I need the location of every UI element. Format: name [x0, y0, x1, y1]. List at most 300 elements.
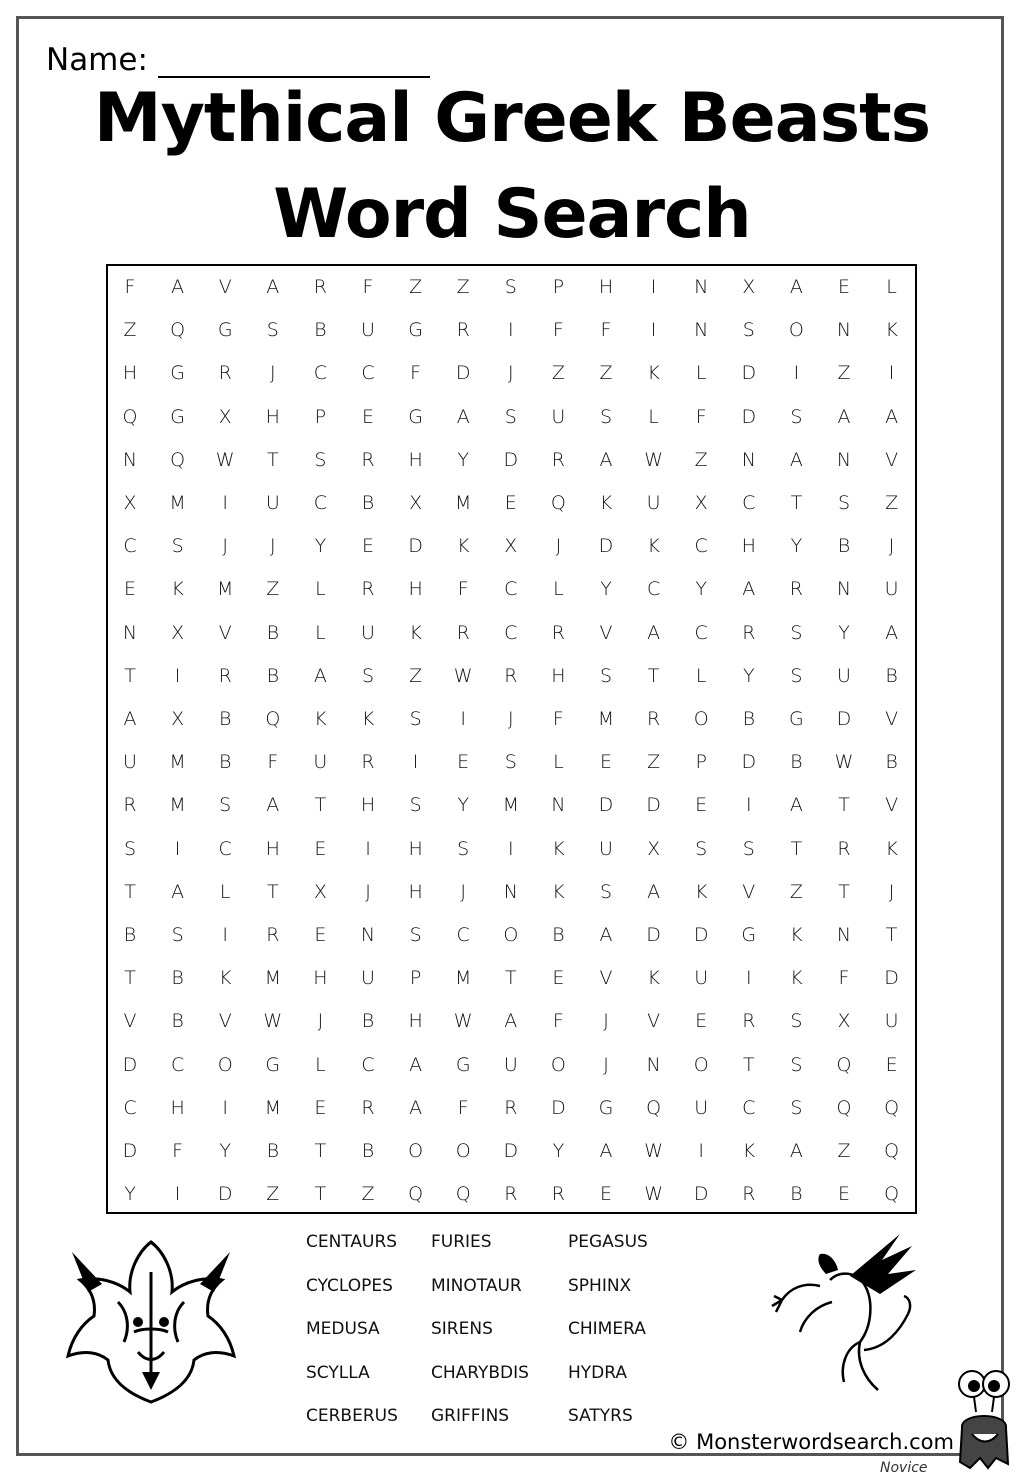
- grid-letter[interactable]: O: [503, 924, 519, 946]
- grid-letter[interactable]: F: [124, 276, 136, 298]
- grid-letter[interactable]: B: [742, 708, 756, 730]
- grid-letter[interactable]: G: [170, 405, 185, 428]
- grid-letter[interactable]: Y: [790, 535, 803, 558]
- grid-letter[interactable]: X: [694, 492, 708, 514]
- grid-letter[interactable]: L: [553, 578, 564, 601]
- grid-letter[interactable]: C: [313, 492, 328, 514]
- grid-letter[interactable]: I: [412, 751, 419, 774]
- grid-letter[interactable]: T: [124, 880, 136, 903]
- grid-letter[interactable]: C: [694, 621, 708, 644]
- grid-letter[interactable]: X: [409, 492, 423, 514]
- grid-letter[interactable]: D: [503, 448, 519, 471]
- grid-letter[interactable]: V: [123, 1010, 137, 1033]
- grid-letter[interactable]: A: [789, 276, 803, 298]
- grid-letter[interactable]: Z: [361, 1183, 375, 1206]
- grid-letter[interactable]: I: [174, 664, 181, 687]
- grid-letter[interactable]: J: [365, 880, 371, 903]
- grid-letter[interactable]: U: [313, 751, 328, 774]
- grid-letter[interactable]: O: [693, 708, 709, 730]
- grid-letter[interactable]: M: [169, 492, 186, 514]
- grid-letter[interactable]: J: [317, 1010, 324, 1033]
- grid-letter[interactable]: D: [122, 1140, 138, 1162]
- grid-letter[interactable]: H: [598, 276, 614, 298]
- grid-letter[interactable]: U: [361, 967, 375, 990]
- grid-letter[interactable]: I: [174, 1183, 181, 1206]
- grid-letter[interactable]: N: [360, 924, 376, 946]
- grid-letter[interactable]: P: [552, 276, 565, 298]
- grid-letter[interactable]: E: [552, 967, 565, 990]
- grid-letter[interactable]: E: [504, 492, 517, 514]
- grid-letter[interactable]: E: [695, 1010, 708, 1033]
- grid-letter[interactable]: L: [219, 880, 231, 903]
- grid-letter[interactable]: D: [551, 1096, 566, 1119]
- grid-letter[interactable]: W: [453, 1010, 473, 1033]
- grid-letter[interactable]: A: [885, 621, 899, 644]
- grid-letter[interactable]: C: [123, 535, 137, 558]
- grid-letter[interactable]: C: [218, 837, 232, 860]
- grid-letter[interactable]: T: [266, 880, 279, 903]
- grid-letter[interactable]: Q: [122, 405, 138, 428]
- grid-letter[interactable]: T: [647, 664, 660, 687]
- grid-letter[interactable]: D: [741, 405, 757, 428]
- grid-letter[interactable]: X: [504, 535, 518, 558]
- grid-letter[interactable]: S: [123, 837, 137, 860]
- grid-letter[interactable]: A: [789, 794, 803, 817]
- grid-letter[interactable]: A: [647, 880, 661, 903]
- grid-letter[interactable]: H: [265, 837, 280, 860]
- grid-letter[interactable]: R: [742, 1010, 756, 1033]
- grid-letter[interactable]: N: [836, 448, 852, 471]
- grid-letter[interactable]: Z: [409, 276, 423, 298]
- grid-letter[interactable]: N: [836, 319, 852, 342]
- grid-letter[interactable]: G: [741, 924, 757, 946]
- grid-letter[interactable]: S: [790, 621, 803, 644]
- grid-letter[interactable]: Y: [552, 1140, 565, 1162]
- grid-letter[interactable]: O: [788, 319, 804, 342]
- grid-letter[interactable]: M: [264, 967, 281, 990]
- grid-letter[interactable]: F: [267, 751, 279, 774]
- grid-letter[interactable]: Z: [647, 751, 661, 774]
- grid-letter[interactable]: X: [837, 1010, 851, 1033]
- grid-letter[interactable]: M: [264, 1096, 281, 1119]
- grid-letter[interactable]: O: [217, 1053, 233, 1076]
- grid-letter[interactable]: V: [742, 880, 756, 903]
- grid-letter[interactable]: R: [361, 578, 375, 601]
- grid-letter[interactable]: C: [361, 362, 375, 385]
- grid-letter[interactable]: A: [789, 448, 803, 471]
- grid-letter[interactable]: W: [644, 1183, 663, 1206]
- grid-letter[interactable]: G: [598, 1096, 614, 1119]
- grid-letter[interactable]: V: [218, 1010, 232, 1033]
- grid-letter[interactable]: I: [222, 492, 228, 514]
- grid-letter[interactable]: N: [836, 578, 852, 601]
- grid-letter[interactable]: Y: [314, 535, 327, 558]
- grid-letter[interactable]: G: [789, 708, 804, 730]
- grid-letter[interactable]: O: [693, 1053, 709, 1076]
- grid-letter[interactable]: K: [790, 924, 803, 946]
- grid-letter[interactable]: G: [408, 405, 423, 428]
- grid-letter[interactable]: R: [361, 1096, 375, 1119]
- grid-letter[interactable]: D: [455, 362, 471, 385]
- grid-letter[interactable]: T: [124, 664, 136, 687]
- grid-letter[interactable]: U: [361, 621, 375, 644]
- grid-letter[interactable]: S: [790, 1096, 803, 1119]
- grid-letter[interactable]: Y: [457, 794, 469, 817]
- grid-letter[interactable]: X: [123, 492, 137, 514]
- grid-letter[interactable]: F: [457, 1096, 469, 1119]
- grid-letter[interactable]: J: [507, 362, 514, 385]
- grid-letter[interactable]: A: [266, 794, 280, 817]
- grid-letter[interactable]: N: [694, 319, 709, 342]
- grid-letter[interactable]: R: [742, 1183, 756, 1206]
- grid-letter[interactable]: C: [170, 1053, 185, 1076]
- grid-letter[interactable]: S: [790, 1010, 803, 1033]
- grid-letter[interactable]: U: [503, 1053, 518, 1076]
- grid-letter[interactable]: R: [551, 1183, 565, 1206]
- grid-letter[interactable]: V: [885, 794, 899, 817]
- grid-letter[interactable]: I: [698, 1140, 704, 1162]
- grid-letter[interactable]: S: [790, 1053, 803, 1076]
- grid-letter[interactable]: N: [694, 276, 709, 298]
- grid-letter[interactable]: A: [599, 1140, 613, 1162]
- grid-letter[interactable]: F: [552, 319, 564, 342]
- grid-letter[interactable]: S: [742, 319, 755, 342]
- grid-letter[interactable]: J: [603, 1053, 609, 1076]
- grid-letter[interactable]: K: [647, 535, 660, 558]
- grid-letter[interactable]: B: [266, 1140, 280, 1162]
- grid-letter[interactable]: E: [695, 794, 708, 817]
- grid-letter[interactable]: Q: [408, 1183, 424, 1206]
- grid-letter[interactable]: Z: [409, 664, 423, 687]
- grid-letter[interactable]: P: [314, 405, 327, 428]
- grid-letter[interactable]: E: [599, 1183, 612, 1206]
- grid-letter[interactable]: R: [361, 448, 375, 471]
- grid-letter[interactable]: K: [314, 708, 327, 730]
- grid-letter[interactable]: Y: [457, 448, 469, 471]
- name-blank-line[interactable]: [158, 44, 430, 78]
- grid-letter[interactable]: K: [885, 319, 898, 342]
- grid-letter[interactable]: D: [598, 535, 614, 558]
- grid-letter[interactable]: G: [265, 1053, 281, 1076]
- grid-letter[interactable]: K: [361, 708, 375, 730]
- grid-letter[interactable]: J: [888, 880, 895, 903]
- grid-letter[interactable]: I: [460, 708, 466, 730]
- grid-letter[interactable]: X: [742, 276, 756, 298]
- grid-letter[interactable]: U: [361, 319, 375, 342]
- grid-letter[interactable]: K: [599, 492, 613, 514]
- grid-letter[interactable]: N: [836, 924, 852, 946]
- grid-letter[interactable]: I: [745, 794, 752, 817]
- grid-letter[interactable]: Z: [266, 1183, 280, 1206]
- grid-letter[interactable]: I: [507, 837, 514, 860]
- grid-letter[interactable]: Q: [455, 1183, 471, 1206]
- grid-letter[interactable]: L: [648, 405, 659, 428]
- grid-letter[interactable]: Y: [219, 1140, 231, 1162]
- grid-letter[interactable]: J: [888, 535, 895, 558]
- grid-letter[interactable]: M: [454, 492, 472, 514]
- grid-letter[interactable]: S: [742, 837, 755, 860]
- grid-letter[interactable]: X: [647, 837, 661, 860]
- grid-letter[interactable]: S: [361, 664, 375, 687]
- grid-letter[interactable]: E: [314, 1096, 327, 1119]
- grid-letter[interactable]: O: [550, 1053, 566, 1076]
- grid-letter[interactable]: H: [408, 448, 423, 471]
- grid-letter[interactable]: S: [314, 448, 327, 471]
- grid-letter[interactable]: K: [456, 535, 470, 558]
- grid-letter[interactable]: A: [409, 1053, 423, 1076]
- grid-letter[interactable]: E: [837, 276, 850, 298]
- grid-letter[interactable]: Z: [551, 362, 565, 385]
- grid-letter[interactable]: L: [695, 362, 707, 385]
- grid-letter[interactable]: I: [793, 362, 800, 385]
- grid-letter[interactable]: C: [742, 492, 756, 514]
- grid-letter[interactable]: Z: [885, 492, 899, 514]
- grid-letter[interactable]: U: [123, 751, 137, 774]
- grid-letter[interactable]: U: [694, 1096, 709, 1119]
- grid-letter[interactable]: Q: [170, 319, 186, 342]
- grid-letter[interactable]: W: [644, 1140, 663, 1162]
- grid-letter[interactable]: T: [266, 448, 279, 471]
- grid-letter[interactable]: H: [170, 1096, 185, 1119]
- grid-letter[interactable]: R: [646, 708, 661, 730]
- grid-letter[interactable]: H: [408, 578, 423, 601]
- grid-letter[interactable]: I: [745, 967, 752, 990]
- grid-letter[interactable]: R: [123, 794, 137, 817]
- grid-letter[interactable]: K: [171, 578, 184, 601]
- grid-letter[interactable]: R: [361, 751, 375, 774]
- grid-letter[interactable]: D: [693, 1183, 709, 1206]
- grid-letter[interactable]: C: [504, 621, 518, 644]
- grid-letter[interactable]: F: [552, 708, 564, 730]
- grid-letter[interactable]: I: [222, 924, 228, 946]
- grid-letter[interactable]: B: [361, 1010, 375, 1033]
- grid-letter[interactable]: Z: [456, 276, 470, 298]
- grid-letter[interactable]: T: [885, 924, 898, 946]
- grid-letter[interactable]: B: [790, 1183, 803, 1206]
- grid-letter[interactable]: Y: [600, 578, 612, 601]
- grid-letter[interactable]: U: [265, 492, 280, 514]
- grid-letter[interactable]: Z: [266, 578, 280, 601]
- grid-letter[interactable]: E: [314, 924, 327, 946]
- grid-letter[interactable]: R: [837, 837, 851, 860]
- grid-letter[interactable]: L: [695, 664, 707, 687]
- grid-letter[interactable]: A: [266, 276, 280, 298]
- grid-letter[interactable]: N: [503, 880, 518, 903]
- grid-letter[interactable]: A: [456, 405, 470, 428]
- grid-letter[interactable]: S: [504, 751, 517, 774]
- grid-letter[interactable]: K: [409, 621, 422, 644]
- grid-letter[interactable]: M: [502, 794, 519, 817]
- grid-letter[interactable]: R: [313, 276, 327, 298]
- grid-letter[interactable]: H: [741, 535, 756, 558]
- grid-letter[interactable]: I: [650, 276, 657, 298]
- grid-letter[interactable]: H: [360, 794, 376, 817]
- grid-letter[interactable]: D: [217, 1183, 233, 1206]
- grid-letter[interactable]: A: [313, 664, 327, 687]
- grid-letter[interactable]: B: [790, 751, 803, 774]
- grid-letter[interactable]: E: [314, 837, 327, 860]
- grid-letter[interactable]: M: [216, 578, 234, 601]
- grid-letter[interactable]: S: [409, 794, 422, 817]
- grid-letter[interactable]: K: [552, 880, 565, 903]
- grid-letter[interactable]: U: [884, 578, 899, 601]
- grid-letter[interactable]: G: [455, 1053, 471, 1076]
- grid-letter[interactable]: T: [314, 1140, 327, 1162]
- grid-letter[interactable]: V: [885, 448, 899, 471]
- grid-letter[interactable]: B: [123, 924, 137, 946]
- grid-letter[interactable]: S: [409, 924, 422, 946]
- grid-letter[interactable]: L: [315, 578, 326, 601]
- grid-letter[interactable]: B: [837, 535, 851, 558]
- grid-letter[interactable]: T: [838, 794, 850, 817]
- grid-letter[interactable]: N: [122, 448, 138, 471]
- grid-letter[interactable]: S: [695, 837, 708, 860]
- grid-letter[interactable]: K: [552, 837, 565, 860]
- grid-letter[interactable]: D: [646, 794, 661, 817]
- grid-letter[interactable]: I: [174, 837, 181, 860]
- grid-letter[interactable]: B: [552, 924, 565, 946]
- grid-letter[interactable]: V: [885, 708, 899, 730]
- grid-letter[interactable]: F: [457, 578, 469, 601]
- grid-letter[interactable]: R: [789, 578, 803, 601]
- grid-letter[interactable]: B: [218, 751, 232, 774]
- grid-letter[interactable]: K: [218, 967, 232, 990]
- grid-letter[interactable]: K: [647, 967, 660, 990]
- grid-letter[interactable]: R: [504, 664, 518, 687]
- grid-letter[interactable]: I: [507, 319, 514, 342]
- grid-letter[interactable]: B: [885, 664, 898, 687]
- grid-letter[interactable]: U: [884, 1010, 899, 1033]
- grid-letter[interactable]: J: [222, 535, 228, 558]
- grid-letter[interactable]: Z: [837, 362, 851, 385]
- grid-letter[interactable]: C: [361, 1053, 375, 1076]
- grid-letter[interactable]: Y: [124, 1183, 136, 1206]
- grid-letter[interactable]: B: [361, 492, 375, 514]
- grid-letter[interactable]: K: [647, 362, 660, 385]
- grid-letter[interactable]: H: [408, 1010, 423, 1033]
- grid-letter[interactable]: Z: [123, 319, 137, 342]
- grid-letter[interactable]: G: [408, 319, 423, 342]
- grid-letter[interactable]: J: [603, 1010, 609, 1033]
- grid-letter[interactable]: E: [123, 578, 136, 601]
- grid-letter[interactable]: W: [644, 448, 663, 471]
- grid-letter[interactable]: B: [885, 751, 898, 774]
- grid-letter[interactable]: S: [171, 535, 184, 558]
- grid-letter[interactable]: S: [599, 880, 613, 903]
- grid-letter[interactable]: M: [169, 751, 186, 774]
- grid-letter[interactable]: S: [599, 405, 613, 428]
- grid-letter[interactable]: M: [169, 794, 186, 817]
- grid-letter[interactable]: T: [314, 1183, 327, 1206]
- grid-letter[interactable]: A: [742, 578, 756, 601]
- grid-letter[interactable]: D: [122, 1053, 138, 1076]
- grid-letter[interactable]: U: [646, 492, 661, 514]
- grid-letter[interactable]: R: [218, 664, 232, 687]
- grid-letter[interactable]: I: [222, 1096, 228, 1119]
- grid-letter[interactable]: J: [555, 535, 562, 558]
- grid-letter[interactable]: T: [838, 880, 850, 903]
- grid-letter[interactable]: Z: [789, 880, 803, 903]
- grid-letter[interactable]: Q: [884, 1183, 900, 1206]
- grid-letter[interactable]: T: [504, 967, 517, 990]
- grid-letter[interactable]: N: [741, 448, 756, 471]
- grid-letter[interactable]: K: [790, 967, 803, 990]
- grid-letter[interactable]: A: [171, 276, 185, 298]
- grid-letter[interactable]: S: [790, 405, 803, 428]
- grid-letter[interactable]: A: [647, 621, 661, 644]
- grid-letter[interactable]: S: [457, 837, 470, 860]
- grid-letter[interactable]: W: [215, 448, 235, 471]
- grid-letter[interactable]: L: [553, 751, 564, 774]
- grid-letter[interactable]: F: [552, 1010, 564, 1033]
- grid-letter[interactable]: T: [790, 837, 803, 860]
- grid-letter[interactable]: A: [885, 405, 899, 428]
- grid-letter[interactable]: D: [741, 362, 757, 385]
- grid-letter[interactable]: G: [170, 362, 185, 385]
- grid-letter[interactable]: E: [361, 405, 374, 428]
- grid-letter[interactable]: L: [315, 621, 326, 644]
- grid-letter[interactable]: Q: [646, 1096, 662, 1119]
- grid-letter[interactable]: B: [361, 1140, 375, 1162]
- grid-letter[interactable]: B: [218, 708, 232, 730]
- grid-letter[interactable]: W: [263, 1010, 283, 1033]
- grid-letter[interactable]: Z: [599, 362, 613, 385]
- grid-letter[interactable]: I: [365, 837, 371, 860]
- grid-letter[interactable]: C: [694, 535, 708, 558]
- grid-letter[interactable]: W: [453, 664, 473, 687]
- grid-letter[interactable]: T: [124, 967, 136, 990]
- grid-letter[interactable]: T: [742, 1053, 755, 1076]
- grid-letter[interactable]: J: [460, 880, 466, 903]
- grid-letter[interactable]: M: [597, 708, 615, 730]
- grid-letter[interactable]: J: [269, 362, 276, 385]
- grid-letter[interactable]: B: [171, 967, 184, 990]
- grid-letter[interactable]: P: [409, 967, 422, 990]
- grid-letter[interactable]: R: [504, 1183, 518, 1206]
- grid-letter[interactable]: R: [504, 1096, 518, 1119]
- grid-letter[interactable]: U: [551, 405, 566, 428]
- grid-letter[interactable]: Y: [742, 664, 755, 687]
- grid-letter[interactable]: B: [266, 664, 280, 687]
- grid-letter[interactable]: F: [410, 362, 422, 385]
- grid-letter[interactable]: T: [790, 492, 803, 514]
- grid-letter[interactable]: S: [504, 276, 517, 298]
- grid-letter[interactable]: K: [885, 837, 898, 860]
- grid-letter[interactable]: R: [456, 621, 470, 644]
- grid-letter[interactable]: V: [218, 621, 232, 644]
- grid-letter[interactable]: X: [218, 405, 232, 428]
- grid-letter[interactable]: X: [313, 880, 327, 903]
- grid-letter[interactable]: C: [504, 578, 518, 601]
- grid-letter[interactable]: K: [694, 880, 708, 903]
- grid-letter[interactable]: S: [219, 794, 232, 817]
- grid-letter[interactable]: A: [789, 1140, 803, 1162]
- grid-letter[interactable]: X: [171, 708, 185, 730]
- grid-letter[interactable]: F: [695, 405, 707, 428]
- grid-letter[interactable]: V: [647, 1010, 661, 1033]
- grid-letter[interactable]: S: [266, 319, 279, 342]
- grid-letter[interactable]: F: [362, 276, 374, 298]
- grid-letter[interactable]: I: [650, 319, 657, 342]
- grid-letter[interactable]: N: [551, 794, 566, 817]
- grid-letter[interactable]: B: [314, 319, 327, 342]
- grid-letter[interactable]: S: [409, 708, 422, 730]
- grid-letter[interactable]: C: [646, 578, 661, 601]
- grid-letter[interactable]: R: [456, 319, 470, 342]
- grid-letter[interactable]: Q: [884, 1096, 900, 1119]
- grid-letter[interactable]: G: [217, 319, 233, 342]
- grid-letter[interactable]: C: [313, 362, 328, 385]
